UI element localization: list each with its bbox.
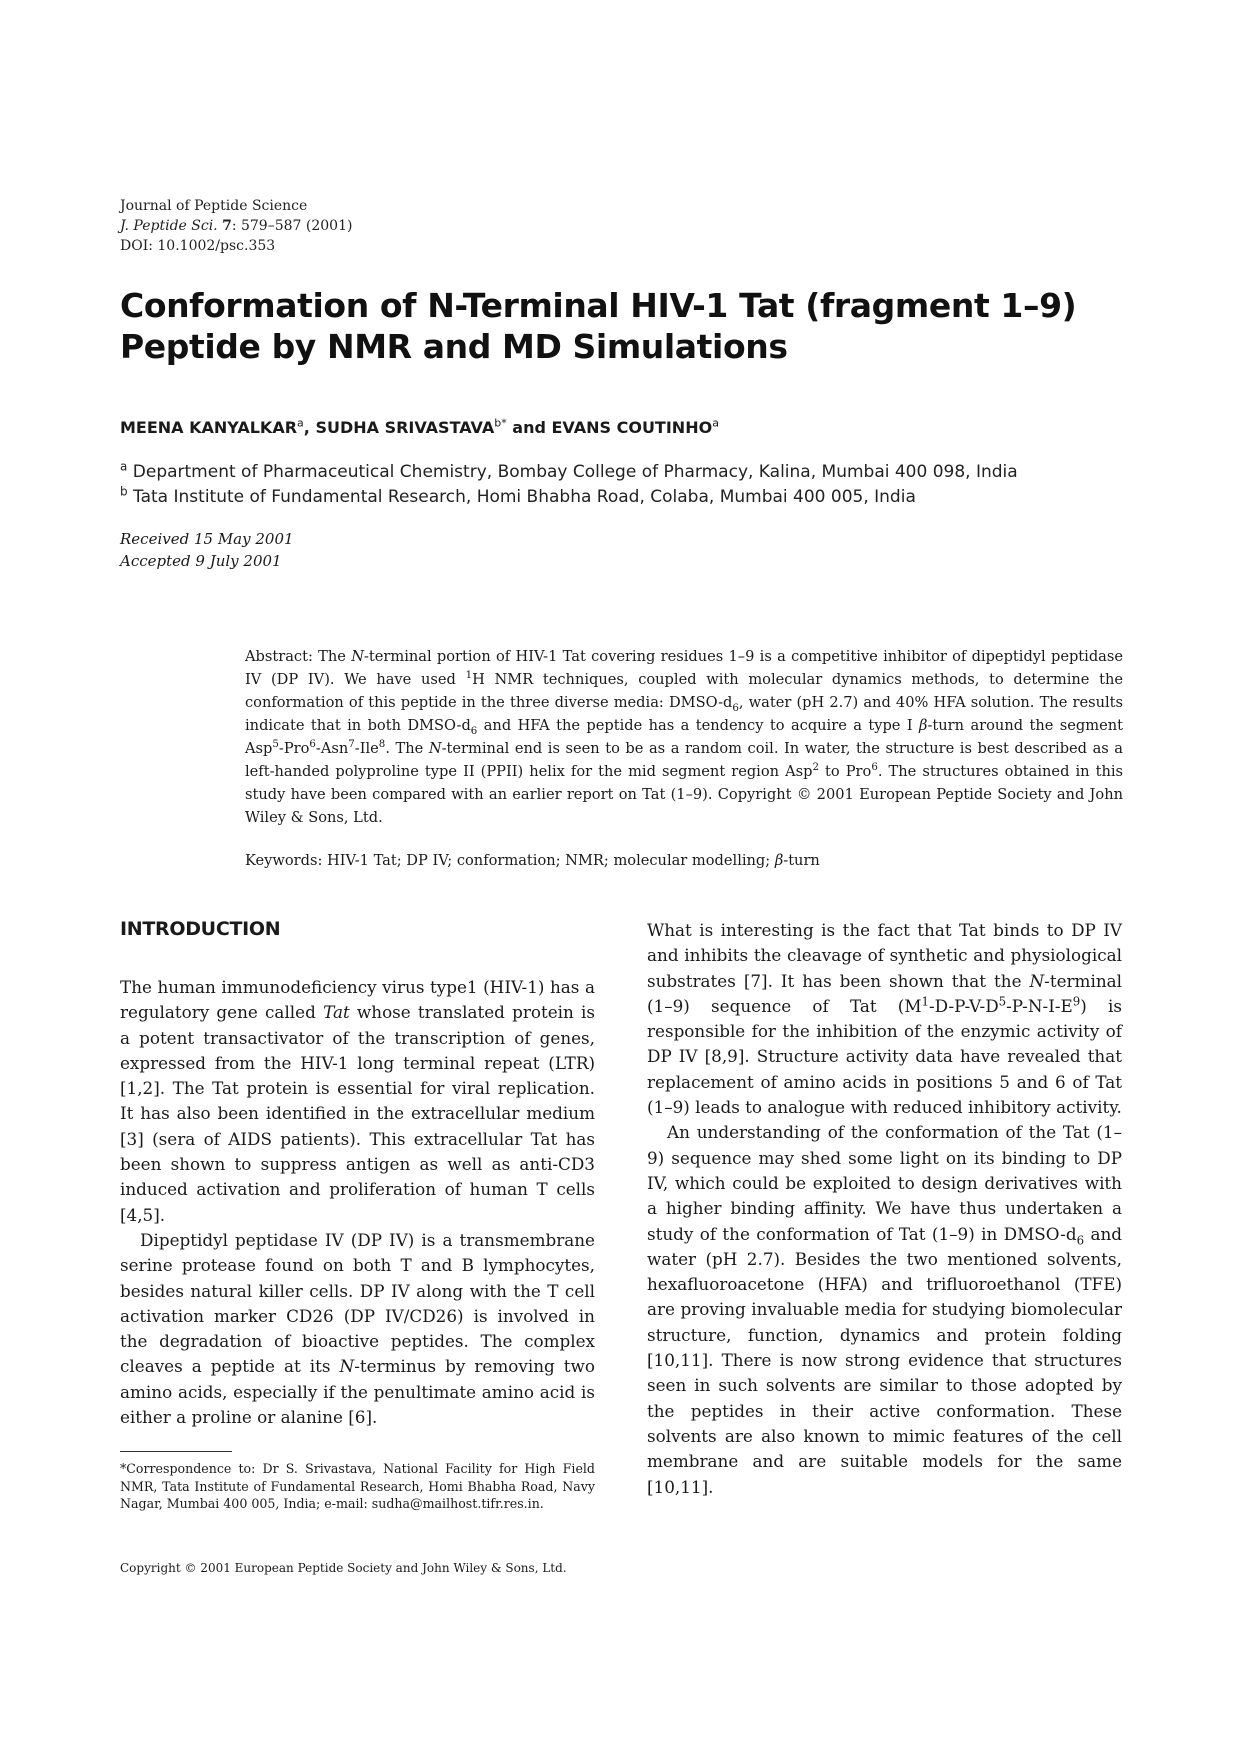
abstract-italic: N: [428, 740, 442, 757]
author-mark: a: [712, 416, 719, 430]
journal-header: [120, 196, 352, 256]
abstract-text: -terminal portion of HIV-1 Tat covering residues 1–9 is a competitive inhibitor of dipeptidyl peptidase IV (DP IV). We have used: [245, 648, 1123, 688]
abstract-italic: N: [351, 648, 364, 665]
paragraph-sup: 5: [998, 994, 1007, 1009]
paper-title: [120, 285, 1120, 367]
paragraph-italic: N: [339, 1356, 355, 1377]
abstract-text: Abstract: The: [245, 648, 352, 665]
paragraph-text: whose translated protein is a potent transactivator of the transcription of genes, expressed from the HIV-1 long terminal repeat (LTR) [1,2]. The Tat protein is essential for viral replication. It has also been identified in the extracellular medium [3] (sera of AIDS patients). This extracellular Tat has been shown to suppress antigen as well as anti-CD3 induced activation and proliferation of human T cells [4,5].: [120, 1002, 595, 1225]
abstract-text: and HFA the peptide has a tendency to acquire a type I: [477, 717, 920, 734]
affiliation-text: Department of Pharmaceutical Chemistry, Bombay College of Pharmacy, Kalina, Mumbai 400 098, India: [127, 462, 1018, 482]
author-separator: and: [506, 418, 552, 437]
abstract-sup: 2: [812, 762, 819, 774]
paragraph-sup: 9: [1072, 994, 1081, 1009]
abstract-text: . The: [385, 740, 429, 757]
author-list: [120, 418, 719, 437]
journal-doi: DOI: 10.1002/psc.353: [120, 238, 276, 254]
paragraph-sub: 6: [1076, 1232, 1085, 1247]
abstract-text: -Asn: [315, 740, 349, 757]
abstract-sup: 8: [378, 739, 386, 751]
paragraph-text: and water (pH 2.7). Besides the two mentioned solvents, hexafluoroacetone (HFA) and trifluoroethanol (TFE) are proving invaluable media for studying biomolecular structure, function, dynamics and protein folding [10,11]. There is now strong evidence that structures seen in such solvents are similar to those adopted by the peptides in their active conformation. These solvents are also known to mimic features of the cell membrane and are suitable models for the same [10,11].: [647, 1223, 1123, 1497]
abstract-sub: 6: [732, 702, 739, 714]
received-date: Received 15 May 2001: [120, 530, 294, 548]
author-name: EVANS COUTINHO: [551, 418, 713, 437]
correspondence-footnote: *Correspondence to: Dr S. Srivastava, National Facility for High Field NMR, Tata Institute of Fundamental Research, Homi Bhabha Road, Navy Nagar, Mumbai 400 005, India; e-mail: sudha@mailhost.tifr.res.in.: [120, 1461, 595, 1511]
author-name: MEENA KANYALKAR: [120, 418, 298, 437]
abstract-sup: 6: [309, 739, 316, 751]
paragraph-italic: N: [1029, 970, 1045, 991]
keywords-italic: β: [774, 852, 784, 869]
title-line-2: Peptide by NMR and MD Simulations: [120, 327, 788, 366]
title-line-1: Conformation of N-Terminal HIV-1 Tat (fragment 1–9): [120, 286, 1077, 325]
abstract-text: -turn around the segment Asp: [245, 717, 1123, 757]
abstract-text: . The structures obtained in this study have been compared with an earlier report on Tat (1–9). Copyright © 2001 European Peptide Society and John Wiley & Sons, Ltd.: [245, 763, 1123, 826]
paragraph-text: -D-P-V-D: [929, 995, 999, 1016]
citation-journal: J. Peptide Sci.: [120, 218, 218, 234]
abstract-sup: 1: [465, 670, 473, 682]
paragraph-text: ) is responsible for the inhibition of the enzymic activity of DP IV [8,9]. Structure activity data have revealed that replacement of amino acids in positions 5 and 6 of Tat (1–9) leads to analogue with reduced inhibitory activity.: [647, 995, 1122, 1118]
abstract-text: -Pro: [278, 740, 310, 757]
paragraph-text: -terminal (1–9) sequence of Tat (M: [647, 970, 1122, 1016]
citation-pages: : 579–587 (2001): [231, 218, 353, 234]
article-dates: [120, 528, 294, 572]
right-paragraph-2: [647, 1120, 1122, 1499]
intro-paragraph-1: [120, 975, 595, 1228]
accepted-date: Accepted 9 July 2001: [120, 552, 282, 570]
paragraph-italic: Tat: [323, 1002, 350, 1023]
paragraph-text: Dipeptidyl peptidase IV (DP IV) is a transmembrane serine protease found on both T and B lymphocytes, besides natural killer cells. DP IV along with the T cell activation marker CD26 (DP IV/CD26) is involved in the degradation of bioactive peptides. The complex cleaves a peptide at its: [120, 1229, 595, 1377]
keywords-text-end: -turn: [783, 852, 820, 869]
abstract-text: H NMR techniques, coupled with molecular dynamics methods, to determine the conformation of this peptide in the three diverse media: DMSO-d: [245, 671, 1124, 711]
abstract-text: -terminal end is seen to be as a random coil. In water, the structure is best described as a left-handed polyproline type II (PPII) helix for the mid segment region Asp: [245, 740, 1124, 780]
abstract-text: -Ile: [354, 740, 379, 757]
left-column: [120, 975, 595, 1430]
paragraph-text: The human immunodeficiency virus type1 (HIV-1) has a regulatory gene called: [120, 977, 595, 1023]
affiliation-mark: b: [120, 484, 128, 499]
affiliation-text: Tata Institute of Fundamental Research, Homi Bhabha Road, Colaba, Mumbai 400 005, India: [127, 487, 916, 507]
paragraph-text: An understanding of the conformation of the Tat (1–9) sequence may shed some light on its binding to DP IV, which could be exploited to design derivatives with a higher binding affinity. We have thus undertaken a study of the conformation of Tat (1–9) in DMSO-d: [647, 1122, 1122, 1244]
right-column: [647, 918, 1122, 1500]
author-mark: b*: [494, 416, 507, 430]
author-separator: ,: [303, 418, 316, 437]
abstract-sub: 6: [470, 725, 478, 737]
paragraph-text: What is interesting is the fact that Tat binds to DP IV and inhibits the cleavage of synthetic and physiological substrates [7]. It has been shown that the: [647, 920, 1122, 991]
citation-volume: 7: [222, 218, 232, 234]
abstract-text: to Pro: [818, 763, 872, 780]
footnote-rule: [120, 1451, 232, 1452]
paragraph-text: -terminus by removing two amino acids, especially if the penultimate amino acid is either a proline or alanine [6].: [120, 1356, 595, 1428]
abstract-sup: 6: [871, 762, 878, 774]
intro-paragraph-2: [120, 1228, 595, 1430]
journal-citation: [120, 216, 352, 236]
keywords-text: Keywords: HIV-1 Tat; DP IV; conformation; NMR; molecular modelling;: [245, 852, 775, 869]
keywords: [245, 852, 820, 869]
author-mark: a: [297, 416, 304, 430]
copyright-footer: Copyright © 2001 European Peptide Society and John Wiley & Sons, Ltd.: [120, 1561, 567, 1575]
abstract-sup: 7: [348, 739, 355, 751]
abstract-text: , water (pH 2.7) and 40% HFA solution. The results indicate that in both DMSO-d: [245, 694, 1123, 734]
journal-name: Journal of Peptide Science: [120, 198, 308, 214]
abstract-italic: β: [919, 717, 928, 734]
affiliation-b: [120, 485, 1018, 510]
paragraph-text: -P-N-I-E: [1006, 995, 1073, 1016]
abstract-sup: 5: [272, 739, 279, 751]
author-name: SUDHA SRIVASTAVA: [315, 418, 495, 437]
paragraph-sup: 1: [921, 994, 930, 1009]
right-paragraph-1: [647, 918, 1122, 1120]
section-heading-introduction: INTRODUCTION: [120, 918, 281, 940]
affiliation-a: [120, 460, 1018, 485]
abstract: [245, 645, 1123, 829]
affiliation-mark: a: [120, 459, 128, 474]
affiliations: [120, 460, 1018, 510]
